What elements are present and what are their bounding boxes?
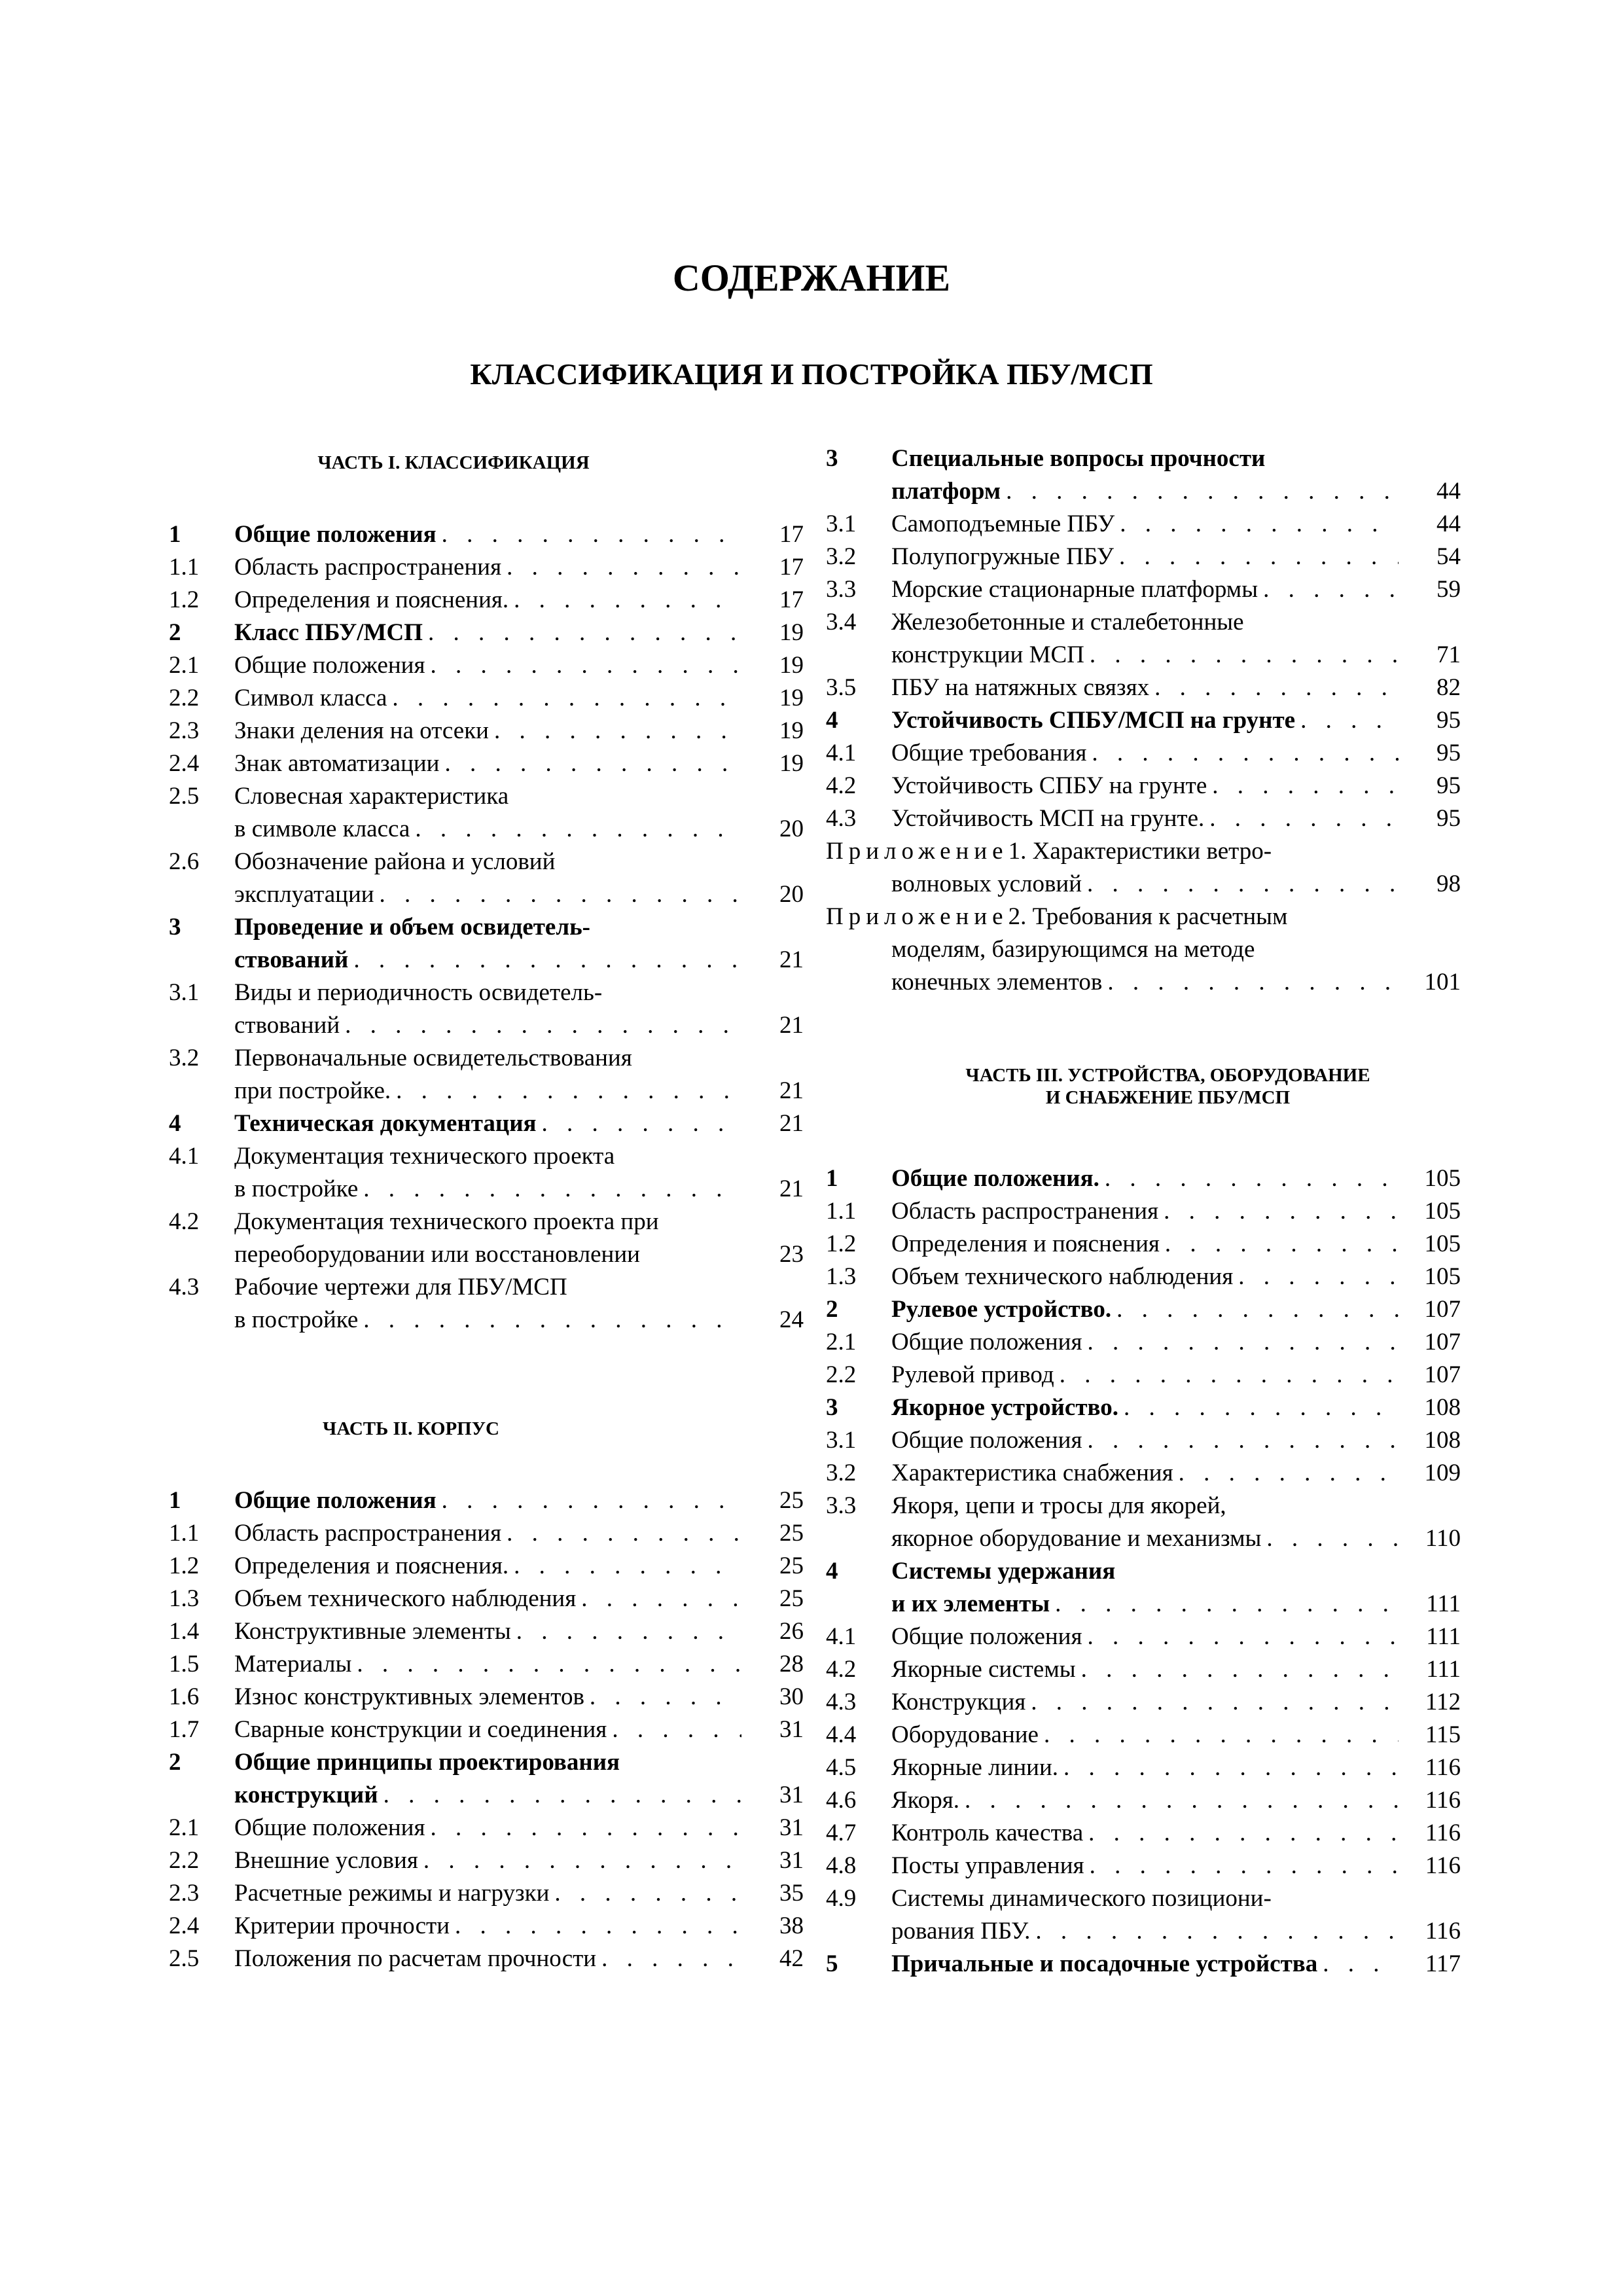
toc-entry-number: 1.2 — [826, 1230, 857, 1257]
toc-entry — [169, 584, 804, 617]
toc-entry — [169, 617, 804, 649]
toc-entry-title: Объем технического наблюдения — [891, 1263, 1234, 1290]
toc-entry-page: 31 — [779, 1847, 804, 1874]
toc-entry-title: Класс ПБУ/МСП — [234, 619, 423, 646]
toc-entry — [826, 573, 1461, 606]
toc-entry-number: 4.2 — [826, 772, 857, 799]
toc-entry-title: Общие положения — [234, 1487, 437, 1514]
toc-entry-page: 95 — [1436, 740, 1461, 766]
toc-entry-title: Износ конструктивных элементов — [234, 1683, 584, 1710]
toc-entry-number: 1.3 — [826, 1263, 857, 1290]
part1-toc — [169, 518, 804, 1336]
toc-entry-number: 4.1 — [826, 740, 857, 766]
toc-entry-title: рования ПБУ. — [891, 1918, 1031, 1945]
toc-entry-title: Символ класса — [234, 685, 387, 711]
toc-entry-page: 19 — [779, 685, 804, 711]
toc-entry — [169, 1943, 804, 1975]
toc-entry — [826, 508, 1461, 541]
toc-entry-page: 116 — [1425, 1787, 1461, 1814]
toc-entry-title: Общие требования — [891, 740, 1087, 766]
toc-entry-number: 1.2 — [169, 1552, 200, 1579]
toc-entry-page: 21 — [779, 946, 804, 973]
toc-entry-page: 116 — [1425, 1852, 1461, 1879]
toc-entry-page: 105 — [1424, 1230, 1461, 1257]
toc-entry-title: Общие принципы проектирования — [234, 1749, 620, 1776]
appendix-2-word: Приложение — [826, 903, 1008, 930]
toc-entry — [169, 1713, 804, 1746]
toc-entry-number: 4.7 — [826, 1820, 857, 1846]
toc-entry-number: 1 — [169, 521, 181, 548]
toc-entry-title: Самоподъемные ПБУ — [891, 511, 1115, 537]
toc-entry-title: ствований — [234, 946, 349, 973]
toc-entry-number: 4.5 — [826, 1754, 857, 1781]
toc-entry — [826, 1490, 1461, 1555]
toc-entry-title: Положения по расчетам прочности — [234, 1945, 597, 1972]
toc-entry-page: 107 — [1424, 1329, 1461, 1355]
toc-entry-page: 44 — [1436, 511, 1461, 537]
toc-entry-page: 17 — [779, 586, 804, 613]
toc-entry-number: 3 — [826, 445, 838, 472]
toc-entry — [826, 541, 1461, 573]
toc-entry-number: 3.2 — [826, 543, 857, 570]
toc-entry-title: Определения и пояснения — [891, 1230, 1160, 1257]
toc-entry-number: 3.5 — [826, 674, 857, 701]
part3-toc — [826, 1162, 1461, 1981]
toc-entry-title: Определения и пояснения. — [234, 1552, 509, 1579]
toc-entry — [169, 1844, 804, 1877]
toc-entry-title: Специальные вопросы прочности — [891, 445, 1266, 472]
toc-entry-page: 105 — [1424, 1198, 1461, 1225]
toc-entry-page: 38 — [779, 1912, 804, 1939]
toc-entry-page: 21 — [779, 1110, 804, 1137]
toc-entry — [826, 737, 1461, 770]
toc-entry-title: конструкций — [234, 1782, 378, 1808]
toc-entry — [826, 1653, 1461, 1686]
toc-entry-title: платформ — [891, 478, 1001, 505]
appendix-1-page: 98 — [1436, 870, 1461, 897]
toc-entry-page: 111 — [1426, 1623, 1461, 1650]
toc-entry — [826, 442, 1461, 508]
toc-entry-title: Устойчивость СПБУ на грунте — [891, 772, 1207, 799]
toc-entry — [826, 1850, 1461, 1882]
toc-entry — [826, 1751, 1461, 1784]
toc-entry-title: Рулевое устройство. — [891, 1296, 1112, 1323]
appendix-2-page: 101 — [1424, 969, 1461, 996]
toc-entry-title: Первоначальные освидетельствования — [234, 1045, 632, 1071]
toc-entry-number: 2.6 — [169, 848, 200, 875]
appendix-2-title-line3: конечных элементов — [891, 969, 1103, 996]
toc-entry-page: 95 — [1436, 707, 1461, 734]
toc-entry-title: Контроль качества — [891, 1820, 1084, 1846]
part3-heading-line1: ЧАСТЬ III. УСТРОЙСТВА, ОБОРУДОВАНИЕ — [965, 1065, 1370, 1086]
toc-entry-page: 42 — [779, 1945, 804, 1972]
toc-entry-page: 95 — [1436, 772, 1461, 799]
toc-entry-number: 2.1 — [169, 1814, 200, 1841]
toc-entry — [169, 1877, 804, 1910]
toc-entry-number: 1.5 — [169, 1651, 200, 1677]
toc-entry-page: 117 — [1425, 1950, 1461, 1977]
toc-entry-page: 20 — [779, 881, 804, 908]
appendix-2-title-line2: моделям, базирующимся на методе — [891, 936, 1255, 963]
toc-entry-title: Системы удержания — [891, 1558, 1116, 1585]
toc-entry-number: 4.3 — [826, 805, 857, 832]
toc-entry-number: 2.2 — [169, 1847, 200, 1874]
toc-entry-page: 25 — [779, 1552, 804, 1579]
toc-entry-page: 19 — [779, 717, 804, 744]
toc-entry-title: в постройке — [234, 1175, 359, 1202]
toc-entry-title: Устойчивость МСП на грунте. — [891, 805, 1205, 832]
toc-entry — [169, 1746, 804, 1812]
toc-entry-title: Документация технического проекта — [234, 1143, 615, 1170]
toc-entry — [169, 1583, 804, 1615]
toc-entry — [169, 1517, 804, 1550]
toc-entry-title: в постройке — [234, 1306, 359, 1333]
toc-entry-title: Общие положения — [234, 521, 437, 548]
toc-entry-title: Общие положения — [234, 1814, 425, 1841]
page-subtitle: КЛАССИФИКАЦИЯ И ПОСТРОЙКА ПБУ/МСП — [470, 357, 1153, 391]
toc-entry-title: при постройке. — [234, 1077, 391, 1104]
toc-entry-page: 17 — [779, 554, 804, 581]
toc-entry-page: 111 — [1426, 1656, 1461, 1683]
appendix-1-word: Приложение — [826, 838, 1008, 865]
toc-entry — [826, 606, 1461, 672]
toc-entry-title: Общие положения — [234, 652, 425, 679]
toc-entry-number: 1.6 — [169, 1683, 200, 1710]
toc-entry-title: Техническая документация — [234, 1110, 537, 1137]
toc-entry — [169, 846, 804, 911]
toc-entry — [826, 1882, 1461, 1948]
toc-entry-title: конструкции МСП — [891, 641, 1084, 668]
toc-entry-number: 4 — [826, 1558, 838, 1585]
toc-entry-title: и их элементы — [891, 1590, 1050, 1617]
toc-entry-title: ПБУ на натяжных связях — [891, 674, 1150, 701]
toc-entry-page: 19 — [779, 652, 804, 679]
toc-entry-title: Якорное устройство. — [891, 1394, 1119, 1421]
toc-entry-page: 20 — [779, 816, 804, 842]
toc-entry-page: 25 — [779, 1585, 804, 1612]
toc-entry-number: 3.3 — [826, 576, 857, 603]
toc-entry — [169, 747, 804, 780]
toc-entry-title: якорное оборудование и механизмы — [891, 1525, 1262, 1552]
toc-entry-number: 2.2 — [826, 1361, 857, 1388]
appendix-1 — [826, 835, 1461, 901]
toc-entry-page: 109 — [1424, 1460, 1461, 1486]
appendix-2-title: 2. Требования к расчетным — [1008, 903, 1288, 930]
toc-entry-number: 4.3 — [169, 1274, 200, 1300]
toc-entry-page: 28 — [779, 1651, 804, 1677]
part1-heading: ЧАСТЬ I. КЛАССИФИКАЦИЯ — [317, 452, 590, 473]
toc-entry-title: Морские стационарные платформы — [891, 576, 1258, 603]
toc-entry-number: 3.1 — [826, 1427, 857, 1454]
toc-entry-title: Документация технического проекта при — [234, 1208, 659, 1235]
toc-entry-page: 19 — [779, 619, 804, 646]
toc-entry-number: 4.9 — [826, 1885, 857, 1912]
toc-entry — [826, 1261, 1461, 1293]
toc-entry — [826, 1326, 1461, 1359]
toc-entry-number: 4.1 — [826, 1623, 857, 1650]
toc-entry — [169, 1681, 804, 1713]
part2-toc — [169, 1484, 804, 1975]
toc-entry-page: 107 — [1424, 1296, 1461, 1323]
toc-entry — [169, 715, 804, 747]
toc-entry-number: 2.1 — [169, 652, 200, 679]
toc-entry — [169, 649, 804, 682]
toc-entry-title: Материалы — [234, 1651, 352, 1677]
toc-entry-page: 116 — [1425, 1820, 1461, 1846]
toc-entry-number: 1.7 — [169, 1716, 200, 1743]
appendix-2 — [826, 901, 1461, 999]
toc-entry-number: 1.1 — [169, 554, 200, 581]
toc-entry-title: Знак автоматизации — [234, 750, 440, 777]
toc-entry — [826, 1457, 1461, 1490]
toc-entry-title: Железобетонные и сталебетонные — [891, 609, 1244, 636]
toc-entry-title: Определения и пояснения. — [234, 586, 509, 613]
part3-heading — [826, 1064, 1461, 1162]
toc-entry-page: 116 — [1425, 1754, 1461, 1781]
toc-entry — [169, 977, 804, 1042]
toc-entry-title: Область распространения — [891, 1198, 1159, 1225]
toc-entry — [826, 672, 1461, 704]
toc-entry-title: Общие положения — [891, 1623, 1082, 1650]
toc-entry-title: Внешние условия — [234, 1847, 418, 1874]
toc-entry-title: Общие положения — [891, 1427, 1082, 1454]
toc-entry-page: 30 — [779, 1683, 804, 1710]
toc-entry-number: 2.5 — [169, 783, 200, 810]
toc-entry-page: 25 — [779, 1487, 804, 1514]
right-column — [826, 442, 1461, 1981]
toc-entry-title: Якоря, цепи и тросы для якорей, — [891, 1492, 1226, 1519]
toc-entry-number: 2.1 — [826, 1329, 857, 1355]
toc-entry-page: 17 — [779, 521, 804, 548]
toc-entry — [826, 1784, 1461, 1817]
toc-entry-page: 82 — [1436, 674, 1461, 701]
toc-entry-title: Область распространения — [234, 1520, 502, 1547]
toc-entry-title: ствований — [234, 1012, 340, 1039]
toc-entry — [169, 551, 804, 584]
toc-entry-title: Причальные и посадочные устройства — [891, 1950, 1318, 1977]
toc-entry — [169, 911, 804, 977]
toc-entry-number: 4.6 — [826, 1787, 857, 1814]
toc-entry-page: 54 — [1436, 543, 1461, 570]
toc-entry — [169, 1140, 804, 1206]
toc-entry-page: 105 — [1424, 1263, 1461, 1290]
toc-entry-title: Рабочие чертежи для ПБУ/МСП — [234, 1274, 567, 1300]
toc-entry — [826, 1621, 1461, 1653]
toc-entry — [169, 1910, 804, 1943]
toc-entry-number: 2.4 — [169, 1912, 200, 1939]
toc-entry — [169, 518, 804, 551]
toc-entry-title: Критерии прочности — [234, 1912, 450, 1939]
toc-entry-number: 3.4 — [826, 609, 857, 636]
toc-entry-page: 24 — [779, 1306, 804, 1333]
toc-entry-number: 4.8 — [826, 1852, 857, 1879]
toc-entry-title: Общие положения. — [891, 1165, 1099, 1192]
toc-entry — [169, 1615, 804, 1648]
toc-entry — [826, 1359, 1461, 1391]
appendix-1-title-line2: волновых условий — [891, 870, 1082, 897]
toc-entry — [826, 1195, 1461, 1228]
toc-entry-number: 1.1 — [826, 1198, 857, 1225]
toc-entry-title: Оборудование — [891, 1721, 1039, 1748]
toc-entry-title: Проведение и объем освидетель- — [234, 914, 590, 941]
toc-entry-title: Характеристика снабжения — [891, 1460, 1173, 1486]
toc-entry-title: Словесная характеристика — [234, 783, 509, 810]
toc-entry-title: Якоря. — [891, 1787, 960, 1814]
toc-entry-number: 2 — [169, 619, 181, 646]
toc-entry-number: 4.3 — [826, 1689, 857, 1715]
toc-entry-number: 2 — [169, 1749, 181, 1776]
toc-entry-page: 107 — [1424, 1361, 1461, 1388]
toc-entry-page: 21 — [779, 1077, 804, 1104]
toc-entry — [826, 802, 1461, 835]
toc-entry-page: 25 — [779, 1520, 804, 1547]
toc-entry-title: Расчетные режимы и нагрузки — [234, 1880, 550, 1907]
toc-entry-title: Якорные системы — [891, 1656, 1076, 1683]
part3-heading-line2: И СНАБЖЕНИЕ ПБУ/МСП — [1045, 1087, 1291, 1108]
toc-entry-number: 3 — [169, 914, 181, 941]
toc-entry — [169, 1271, 804, 1336]
toc-entry-number: 3.3 — [826, 1492, 857, 1519]
toc-entry-page: 21 — [779, 1175, 804, 1202]
toc-entry-number: 4 — [169, 1110, 181, 1137]
toc-entry — [169, 780, 804, 846]
toc-entry — [826, 1162, 1461, 1195]
toc-entry-page: 19 — [779, 750, 804, 777]
toc-entry — [826, 704, 1461, 737]
toc-entry-number: 1.3 — [169, 1585, 200, 1612]
page-title: СОДЕРЖАНИЕ — [672, 257, 951, 299]
toc-entry-number: 2.5 — [169, 1945, 200, 1972]
toc-entry-title: в символе класса — [234, 816, 410, 842]
toc-entry-page: 110 — [1425, 1525, 1461, 1552]
toc-entry-title: переоборудовании или восстановлении — [234, 1241, 640, 1268]
toc-entry-title: Полупогружные ПБУ — [891, 543, 1114, 570]
toc-entry-title: Обозначение района и условий — [234, 848, 556, 875]
toc-entry-title: Якорные линии. — [891, 1754, 1059, 1781]
toc-entry-title: Конструктивные элементы — [234, 1618, 511, 1645]
toc-entry — [169, 1648, 804, 1681]
toc-entry — [826, 1719, 1461, 1751]
part2-cont-toc — [826, 442, 1461, 835]
toc-entry-number: 3 — [826, 1394, 838, 1421]
appendix-1-title: 1. Характеристики ветро- — [1008, 838, 1272, 865]
toc-entry-page: 116 — [1425, 1918, 1461, 1945]
toc-entry-page: 35 — [779, 1880, 804, 1907]
toc-entry-number: 1 — [826, 1165, 838, 1192]
toc-entry-number: 3.1 — [169, 979, 200, 1006]
toc-entry-title: Конструкция — [891, 1689, 1026, 1715]
toc-entry-title: Сварные конструкции и соединения — [234, 1716, 607, 1743]
toc-entry-title: Виды и периодичность освидетель- — [234, 979, 603, 1006]
toc-entry-title: Общие положения — [891, 1329, 1082, 1355]
toc-entry-title: Рулевой привод — [891, 1361, 1054, 1388]
toc-entry-number: 3.2 — [826, 1460, 857, 1486]
toc-entry-page: 111 — [1426, 1590, 1461, 1617]
toc-entry-page: 95 — [1436, 805, 1461, 832]
toc-entry-number: 2.4 — [169, 750, 200, 777]
left-column — [169, 442, 804, 1975]
toc-entry — [169, 1107, 804, 1140]
toc-entry-page: 26 — [779, 1618, 804, 1645]
toc-entry-page: 71 — [1436, 641, 1461, 668]
toc-entry-number: 1.1 — [169, 1520, 200, 1547]
toc-entry — [826, 1555, 1461, 1621]
toc-entry-page: 112 — [1425, 1689, 1461, 1715]
toc-entry — [826, 770, 1461, 802]
toc-entry — [826, 1228, 1461, 1261]
toc-entry — [169, 1042, 804, 1107]
toc-entry — [826, 1424, 1461, 1457]
toc-entry — [169, 1812, 804, 1844]
toc-entry-number: 4.1 — [169, 1143, 200, 1170]
toc-entry-number: 5 — [826, 1950, 838, 1977]
toc-entry-page: 21 — [779, 1012, 804, 1039]
part2-heading: ЧАСТЬ II. КОРПУС — [323, 1418, 499, 1439]
toc-entry-number: 2.3 — [169, 1880, 200, 1907]
toc-entry-page: 44 — [1436, 478, 1461, 505]
toc-entry-page: 31 — [779, 1782, 804, 1808]
toc-entry — [826, 1391, 1461, 1424]
toc-entry-number: 1.4 — [169, 1618, 200, 1645]
toc-entry-number: 1 — [169, 1487, 181, 1514]
toc-entry — [169, 682, 804, 715]
toc-entry — [826, 1686, 1461, 1719]
toc-entry — [169, 1484, 804, 1517]
toc-entry — [826, 1948, 1461, 1981]
toc-entry-title: Область распространения — [234, 554, 502, 581]
toc-entry-page: 31 — [779, 1716, 804, 1743]
toc-entry-number: 2 — [826, 1296, 838, 1323]
toc-entry-number: 4.4 — [826, 1721, 857, 1748]
toc-entry-title: Объем технического наблюдения — [234, 1585, 577, 1612]
toc-entry-title: Посты управления — [891, 1852, 1084, 1879]
toc-entry-title: Устойчивость СПБУ/МСП на грунте — [891, 707, 1296, 734]
toc-entry-number: 2.3 — [169, 717, 200, 744]
toc-entry — [169, 1550, 804, 1583]
toc-entry-title: Системы динамического позициони- — [891, 1885, 1272, 1912]
toc-entry-number: 1.2 — [169, 586, 200, 613]
toc-entry-page: 105 — [1424, 1165, 1461, 1192]
toc-entry-page: 59 — [1436, 576, 1461, 603]
toc-entry — [826, 1817, 1461, 1850]
toc-entry-title: эксплуатации — [234, 881, 374, 908]
toc-entry-number: 3.2 — [169, 1045, 200, 1071]
toc-entry-number: 4 — [826, 707, 838, 734]
toc-entry-page: 115 — [1425, 1721, 1461, 1748]
toc-entry — [826, 1293, 1461, 1326]
toc-entry — [169, 1206, 804, 1271]
toc-entry-title: Знаки деления на отсеки — [234, 717, 489, 744]
toc-entry-page: 23 — [779, 1241, 804, 1268]
toc-entry-number: 2.2 — [169, 685, 200, 711]
toc-entry-page: 108 — [1424, 1394, 1461, 1421]
toc-entry-number: 4.2 — [826, 1656, 857, 1683]
toc-entry-page: 31 — [779, 1814, 804, 1841]
toc-entry-page: 108 — [1424, 1427, 1461, 1454]
toc-entry-number: 3.1 — [826, 511, 857, 537]
toc-entry-number: 4.2 — [169, 1208, 200, 1235]
